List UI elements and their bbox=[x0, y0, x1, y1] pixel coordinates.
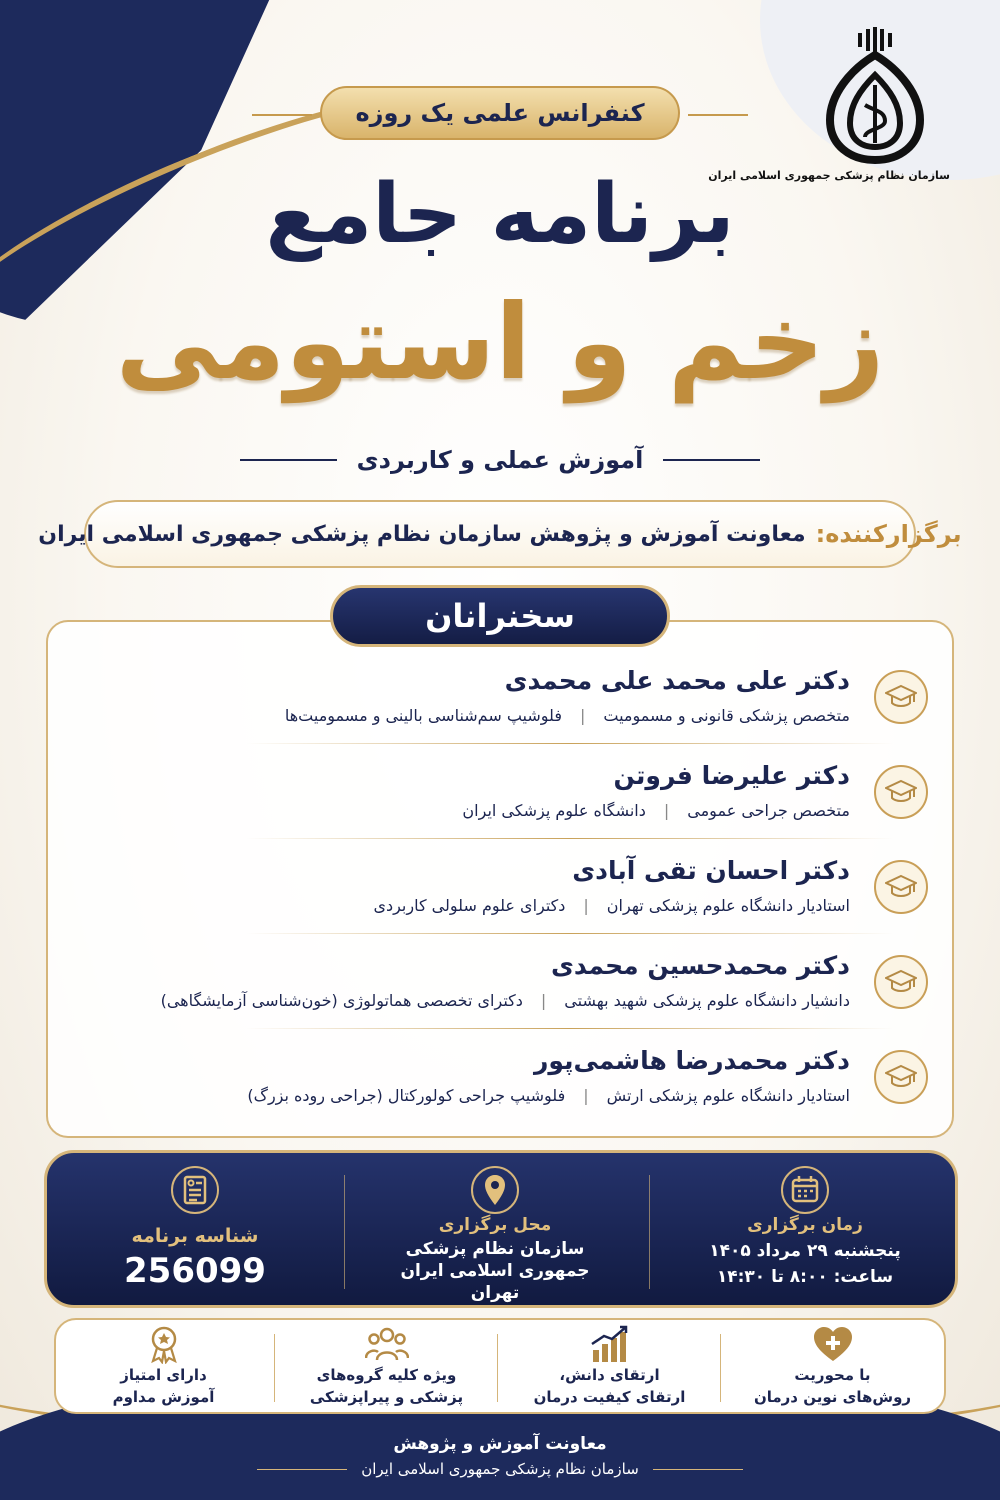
graduation-cap-icon bbox=[874, 1050, 928, 1104]
event-info-bar bbox=[44, 1150, 958, 1308]
subtitle-rule-right bbox=[663, 459, 760, 461]
separator: | bbox=[540, 991, 547, 1010]
graduation-cap-icon bbox=[874, 765, 928, 819]
speaker-description bbox=[161, 991, 850, 1010]
event-time bbox=[655, 1153, 955, 1305]
speaker-affiliation: فلوشیپ جراحی کولورکتال (جراحی روده بزرگ) bbox=[247, 1086, 566, 1105]
calendar-icon bbox=[780, 1165, 830, 1215]
feature-item bbox=[52, 1320, 275, 1412]
speaker-description bbox=[285, 706, 850, 725]
feature-line-2: آموزش مداوم bbox=[112, 1388, 215, 1406]
speaker-name: دکتر محمدحسین محمدی bbox=[551, 951, 850, 980]
organizer-banner bbox=[38, 500, 962, 568]
feature-line-2: روش‌های نوین درمان bbox=[753, 1388, 912, 1406]
speaker-description bbox=[462, 801, 850, 820]
feature-line-1: ویژه کلیه گروه‌های bbox=[316, 1366, 457, 1384]
separator: | bbox=[579, 706, 586, 725]
speaker-name: دکتر علیرضا فروتن bbox=[613, 761, 850, 790]
graduation-cap-icon bbox=[874, 860, 928, 914]
speaker-role: استادیار دانشگاه علوم پزشکی تهران bbox=[606, 896, 850, 915]
feature-item bbox=[498, 1320, 721, 1412]
speaker-row bbox=[46, 650, 954, 744]
speaker-row bbox=[46, 1030, 954, 1124]
title-line-1: برنامه جامع bbox=[265, 167, 735, 262]
subtitle-rule-left bbox=[240, 459, 337, 461]
features-strip bbox=[54, 1318, 946, 1414]
separator: | bbox=[583, 896, 589, 915]
organizer-label: برگزارکننده: bbox=[815, 520, 962, 548]
feature-item bbox=[275, 1320, 498, 1412]
title-line-2: زخم و استومی bbox=[115, 281, 885, 403]
speaker-affiliation: فلوشیپ سم‌شناسی بالینی و مسمومیت‌ها bbox=[284, 706, 562, 725]
program-id bbox=[45, 1153, 345, 1305]
event-location bbox=[345, 1153, 645, 1305]
speaker-description bbox=[373, 896, 850, 915]
speaker-row bbox=[46, 840, 954, 934]
speaker-row bbox=[46, 745, 954, 839]
speaker-name: دکتر علی محمد علی محمدی bbox=[504, 666, 850, 695]
row-divider bbox=[246, 1028, 894, 1029]
group-icon bbox=[365, 1324, 409, 1364]
program-id-title: شناسه برنامه bbox=[131, 1225, 259, 1247]
location-title: محل برگزاری bbox=[438, 1215, 552, 1235]
event-date: پنجشنبه ۲۹ مرداد ۱۴۰۵ bbox=[709, 1241, 901, 1261]
separator: | bbox=[663, 801, 670, 820]
logo-caption: سازمان نظام پزشکی جمهوری اسلامی ایران bbox=[708, 169, 950, 182]
row-divider bbox=[246, 933, 894, 934]
row-divider bbox=[246, 838, 894, 839]
speaker-role: متخصص پزشکی قانونی و مسمومیت bbox=[603, 706, 850, 725]
footer-organization: سازمان نظام پزشکی جمهوری اسلامی ایران bbox=[0, 1460, 1000, 1478]
speaker-description bbox=[247, 1086, 850, 1105]
feature-line-1: ارتقای دانش، bbox=[559, 1366, 660, 1384]
event-type-badge: کنفرانس علمی یک روزه bbox=[320, 86, 680, 140]
event-hours: ساعت: ۸:۰۰ تا ۱۴:۳۰ bbox=[716, 1267, 894, 1287]
location-city: تهران bbox=[470, 1283, 520, 1303]
location-line-1: سازمان نظام پزشکی bbox=[405, 1239, 585, 1259]
row-divider bbox=[246, 743, 894, 744]
speaker-affiliation: دکترای تخصصی هماتولوژی (خون‌شناسی آزمایشگاهی) bbox=[160, 991, 523, 1010]
organizer-value: معاونت آموزش و پژوهش سازمان نظام پزشکی جمهوری اسلامی ایران bbox=[38, 521, 806, 547]
growth-chart-icon bbox=[588, 1324, 632, 1364]
speaker-role: متخصص جراحی عمومی bbox=[687, 801, 850, 820]
time-title: زمان برگزاری bbox=[747, 1215, 863, 1235]
separator: | bbox=[583, 1086, 589, 1105]
subtitle: آموزش عملی و کاربردی bbox=[356, 446, 644, 474]
speakers-heading: سخنرانان bbox=[330, 585, 670, 647]
feature-line-2: ارتقای کیفیت درمان bbox=[533, 1388, 686, 1406]
id-card-icon bbox=[170, 1165, 220, 1215]
speaker-name: دکتر احسان تقی آبادی bbox=[572, 856, 850, 885]
info-divider bbox=[649, 1175, 650, 1289]
graduation-cap-icon bbox=[874, 955, 928, 1009]
feature-line-2: پزشکی و پیراپزشکی bbox=[309, 1388, 464, 1406]
location-pin-icon bbox=[470, 1165, 520, 1215]
feature-item bbox=[721, 1320, 944, 1412]
location-line-2: جمهوری اسلامی ایران bbox=[400, 1261, 590, 1281]
speaker-row bbox=[46, 935, 954, 1029]
speaker-role: دانشیار دانشگاه علوم پزشکی شهید بهشتی bbox=[564, 991, 850, 1010]
award-icon bbox=[142, 1324, 186, 1364]
heart-plus-icon bbox=[811, 1324, 855, 1364]
speaker-role: استادیار دانشگاه علوم پزشکی ارتش bbox=[606, 1086, 850, 1105]
feature-line-1: با محوریت bbox=[794, 1366, 871, 1384]
speaker-name: دکتر محمدرضا هاشمی‌پور bbox=[534, 1046, 850, 1075]
subtitle-row bbox=[240, 440, 760, 480]
feature-line-1: دارای امتیاز bbox=[120, 1366, 207, 1384]
footer-department: معاونت آموزش و پژوهش bbox=[393, 1434, 607, 1454]
graduation-cap-icon bbox=[874, 670, 928, 724]
medical-council-emblem-icon bbox=[820, 25, 930, 165]
program-id-value: 256099 bbox=[124, 1251, 266, 1291]
speaker-affiliation: دانشگاه علوم پزشکی ایران bbox=[462, 801, 646, 820]
speaker-affiliation: دکترای علوم سلولی کاربردی bbox=[373, 896, 566, 915]
organization-logo bbox=[708, 25, 950, 182]
